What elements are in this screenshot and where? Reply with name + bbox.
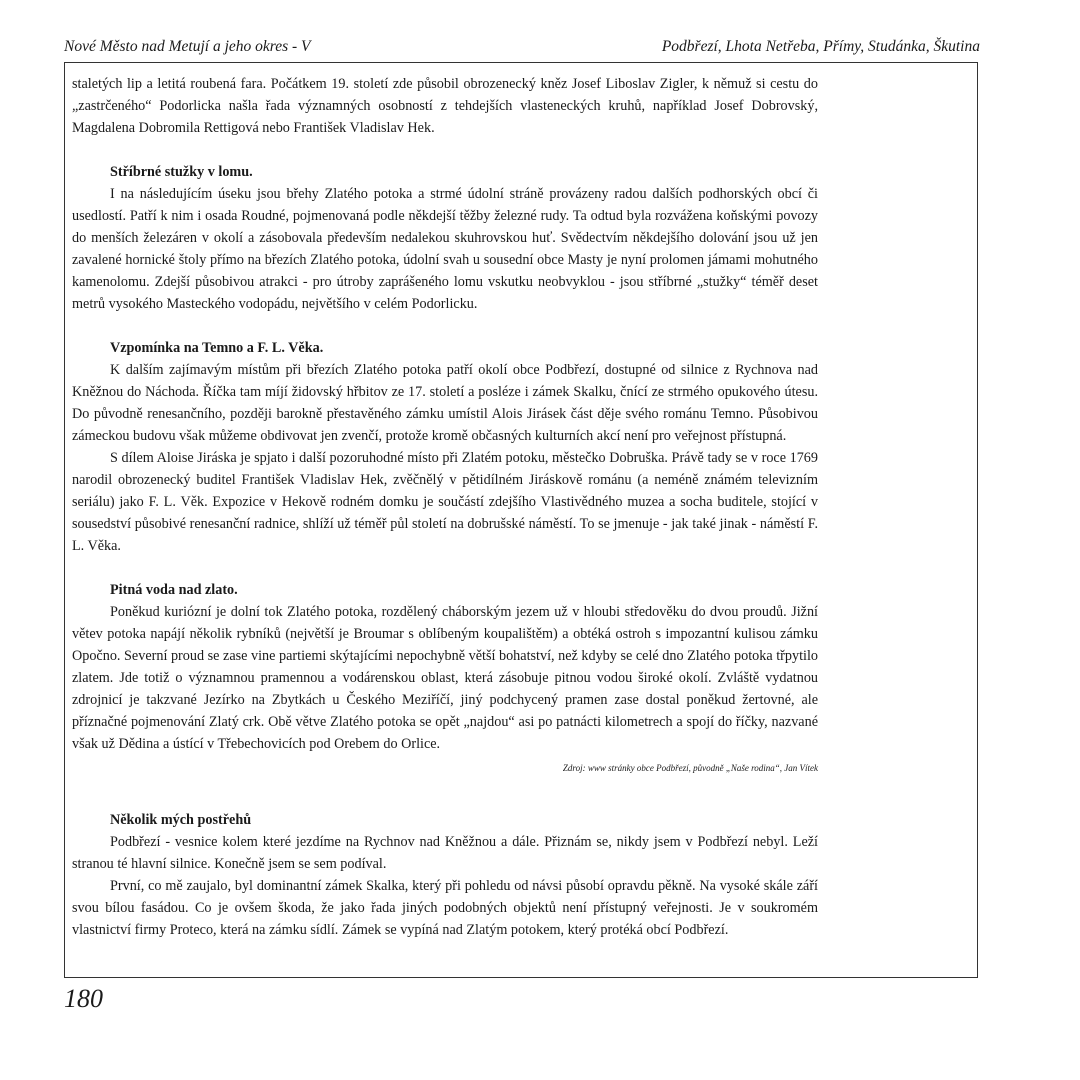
observations-heading: Několik mých postřehů [110,812,252,828]
section-heading-stuzky: Stříbrné stužky v lomu. [110,164,253,180]
intro-paragraph: staletých lip a letitá roubená fara. Počátkem 19. století zde působil obrozenecký kněz Josef Liboslav Zigler, k němuž si cestu do „zastrčeného“ Podorlicka našla řada významných osobností z tehdejších vlasteneckých kruhů, například Josef Dobrovský, Magdalena Dobromila Rettigová nebo František Vladislav Hek. [72,76,818,136]
section-paragraph: S dílem Aloise Jiráska je spjato i další pozoruhodné místo při Zlatém potoku, městečko Dobruška. Právě tady se v roce 1769 narodil obrozenecký buditel František Vladislav Hek, zvěčnělý v pětidílném Jiráskově románu (a neméně známém televizním seriálu) jako F. L. Věk. Expozice v Hekově rodném domku je součástí zdejšího Vlastivědného muzea a socha buditele, stojící v sousedství působivé renesanční radnice, shlíží už téměř půl století na dobrušské náměstí. To se jmenuje - jak také jinak - náměstí F. L. Věka. [72,450,818,554]
article-body [72,73,818,941]
observations-paragraph: První, co mě zaujalo, byl dominantní zámek Skalka, který při pohledu od návsi působí opravdu pěkně. Na vysoké skále září svou bílou fasádou. Co je ovšem škoda, že jako řada jiných podobných objektů není přístupný veřejnosti. Je v soukromém vlastnictví firmy Proteco, která na zámku sídlí. Zámek se vypíná nad Zlatým potokem, který protéká obcí Podbřezí. [72,878,818,938]
section-paragraph: K dalším zajímavým místům při březích Zlatého potoka patří okolí obce Podbřezí, dostupné od silnice z Rychnova nad Kněžnou do Náchoda. Říčka tam míjí židovský hřbitov ze 17. století a posléze i zámek Skalku, čnící ze strmého opukového útesu. Do původně renesančního, později barokně přestavěného zámku umístil Alois Jirásek část děje svého románu Temno. Působivou zámeckou budovu však můžeme obdivovat jen zvenčí, protože kromě občasných kulturních akcí není pro veřejnost přístupná. [72,362,818,444]
section-heading-voda: Pitná voda nad zlato. [110,582,238,598]
header-left-title: Nové Město nad Metují a jeho okres - V [64,38,311,55]
header-right-title: Podbřezí, Lhota Netřeba, Přímy, Studánka, Škutina [661,38,980,55]
observations-paragraph: Podbřezí - vesnice kolem které jezdíme na Rychnov nad Kněžnou a dále. Přiznám se, nikdy jsem v Podbřezí nebyl. Leží stranou té hlavní silnice. Konečně jsem se sem podíval. [72,834,818,872]
spacer [72,315,818,337]
spacer [72,557,818,579]
section-paragraph: I na následujícím úseku jsou břehy Zlatého potoka a strmé údolní stráně provázeny radou dalších podhorských obcí či usedlostí. Patří k nim i osada Roudné, pojmenovaná podle někdejší těžby železné rudy. Ta odtud byla rozvážena koňskými povozy do menších železáren v okolí a zásobovala především nedalekou skuhrovskou huť. Svědectvím někdejšího dolování jsou už jen zavalené hornické štoly přímo na březích Zlatého potoka, údolní svah u sousední obce Masty je nyní prolomen jámami mohutného kamenolomu. Zdejší působivou atrakci - pro útroby zaprášeného lomu vskutku neobvyklou - jsou stříbrné „stužky“ téměř deset metrů vysokého Masteckého vodopádu, největšího v celém Podorlicku. [72,186,818,312]
section-heading-temno: Vzpomínka na Temno a F. L. Věka. [110,340,324,356]
source-citation: Zdroj: www stránky obce Podbřezí, původně „Naše rodina“, Jan Vítek [562,763,818,773]
spacer [72,775,818,809]
section-paragraph: Poněkud kuriózní je dolní tok Zlatého potoka, rozdělený cháborským jezem už v hloubi středověku do dvou proudů. Jižní větev potoka napájí několik rybníků (největší je Broumar s oblíbeným koupalištěm) a obtéká ostroh s impozantní kulisou zámku Opočno. Severní proud se zase vine partiemi skýtajícími nepochybně větší bohatství, než kdyby se celé dno Zlatého potoka třpytilo zlatem. Jde totiž o významnou pramennou a vodárenskou oblast, která zásobuje pitnou vodou široké okolí. Zvláště vydatnou zdrojnicí je takzvané Jezírko na Zbytkách u Českého Meziříčí, jiný podchycený pramen zase dostal poněkud žertovné, ale příznačné pojmenování Zlatý crk. Obě větve Zlatého potoka se opět „najdou“ asi po patnácti kilometrech a spojí do říčky, nazvané však už Dědina a ústící v Třebechovicích pod Orebem do Orlice. [72,604,818,752]
spacer [72,139,818,161]
page-number: 180 [64,984,103,1013]
running-header [64,38,980,58]
